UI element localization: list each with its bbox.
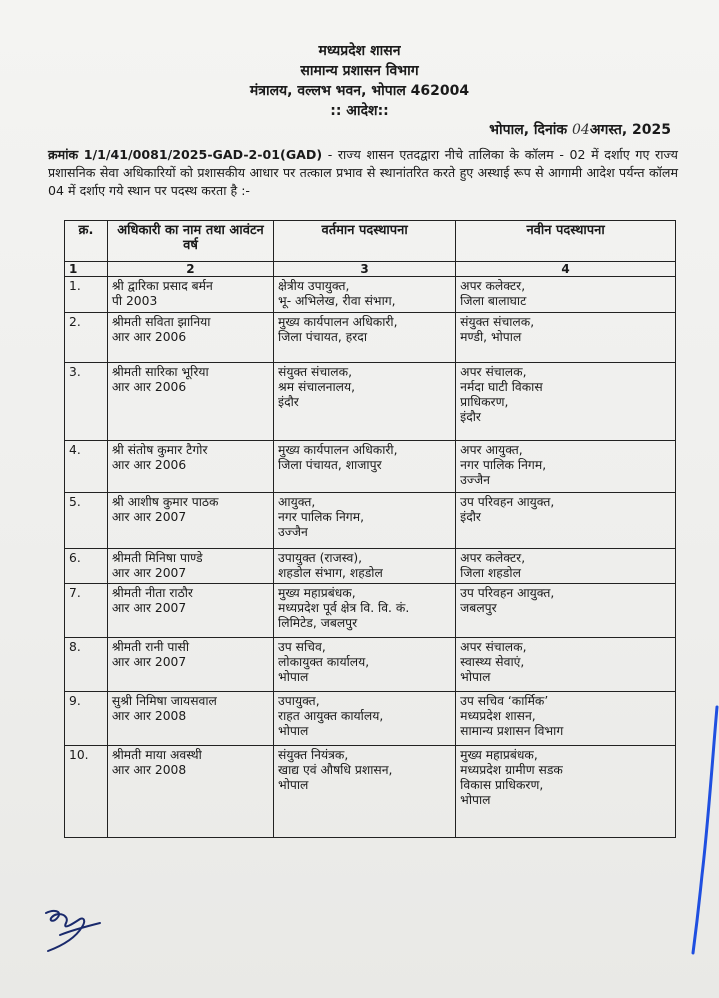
cell-officer-name-line: श्रीमती सारिका भूरिया bbox=[111, 365, 209, 379]
cell-officer-name bbox=[107, 549, 273, 584]
cell-new-posting-line: उप सचिव ‘कार्मिक’ bbox=[460, 694, 549, 708]
cell-new-posting-line: संयुक्त संचालक, bbox=[460, 315, 535, 329]
cell-new-posting-line: इंदौर bbox=[460, 410, 481, 424]
cell-serial: 4. bbox=[65, 441, 108, 493]
header-current-posting: वर्तमान पदस्थापना bbox=[274, 221, 456, 262]
cell-officer-name-line: आर आर 2006 bbox=[111, 380, 187, 394]
date-day-handwritten: 04 bbox=[572, 122, 590, 138]
cell-officer-name-line: आर आर 2006 bbox=[111, 458, 187, 472]
cell-new-posting-line: नगर पालिक निगम, bbox=[460, 458, 547, 472]
cell-current-posting-line: उपायुक्त (राजस्व), bbox=[278, 551, 363, 565]
cell-current-posting-line: राहत आयुक्त कार्यालय, bbox=[278, 709, 384, 723]
cell-new-posting bbox=[456, 584, 676, 638]
cell-current-posting-line: भू- अभिलेख, रीवा संभाग, bbox=[278, 294, 396, 308]
cell-current-posting bbox=[274, 638, 456, 692]
cell-officer-name bbox=[107, 638, 273, 692]
cell-officer-name-line: श्रीमती माया अवस्थी bbox=[111, 748, 202, 762]
cell-current-posting-line: मुख्य महाप्रबंधक, bbox=[278, 586, 356, 600]
cell-serial: 7. bbox=[65, 584, 108, 638]
table-row bbox=[65, 584, 676, 638]
cell-new-posting bbox=[456, 277, 676, 313]
cell-officer-name bbox=[107, 493, 273, 549]
cell-current-posting bbox=[274, 692, 456, 746]
cell-new-posting-line: स्वास्थ्य सेवाएं, bbox=[460, 655, 525, 669]
cell-current-posting-line: आयुक्त, bbox=[278, 495, 316, 509]
table-header-row bbox=[65, 221, 676, 262]
cell-new-posting-line: अपर आयुक्त, bbox=[460, 443, 523, 457]
cell-officer-name bbox=[107, 363, 273, 441]
cell-new-posting-line: सामान्य प्रशासन विभाग bbox=[460, 724, 564, 738]
cell-current-posting-line: लिमिटेड, जबलपुर bbox=[278, 616, 358, 630]
handwritten-signature bbox=[40, 905, 110, 955]
cell-current-posting-line: जिला पंचायत, हरदा bbox=[278, 330, 367, 344]
cell-officer-name bbox=[107, 441, 273, 493]
cell-new-posting bbox=[456, 493, 676, 549]
cell-new-posting-line: भोपाल bbox=[460, 793, 491, 807]
cell-current-posting bbox=[274, 549, 456, 584]
table-row bbox=[65, 277, 676, 313]
cell-officer-name-line: श्री संतोष कुमार टैगोर bbox=[111, 443, 208, 457]
cell-new-posting-line: मध्यप्रदेश शासन, bbox=[460, 709, 536, 723]
cell-officer-name-line: आर आर 2008 bbox=[111, 763, 187, 777]
order-intro-paragraph bbox=[48, 146, 678, 200]
cell-new-posting-line: विकास प्राधिकरण, bbox=[460, 778, 544, 792]
cell-officer-name-line: आर आर 2007 bbox=[111, 601, 187, 615]
cell-current-posting-line: संयुक्त नियंत्रक, bbox=[278, 748, 349, 762]
cell-officer-name-line: सुश्री निमिषा जायसवाल bbox=[111, 694, 217, 708]
cell-serial: 2. bbox=[65, 313, 108, 363]
cell-officer-name-line: श्रीमती नीता राठौर bbox=[111, 586, 193, 600]
header-order-title: :: आदेश:: bbox=[330, 103, 389, 119]
cell-new-posting bbox=[456, 363, 676, 441]
column-number-row bbox=[65, 262, 676, 277]
table-row bbox=[65, 363, 676, 441]
cell-current-posting-line: उप सचिव, bbox=[278, 640, 326, 654]
cell-current-posting-line: भोपाल bbox=[278, 724, 309, 738]
cell-officer-name-line: आर आर 2007 bbox=[111, 655, 187, 669]
cell-current-posting bbox=[274, 746, 456, 838]
cell-serial: 1. bbox=[65, 277, 108, 313]
cell-new-posting-line: जबलपुर bbox=[460, 601, 497, 615]
order-label: क्रमांक bbox=[48, 147, 79, 162]
column-number: 2 bbox=[107, 262, 273, 277]
table-body bbox=[65, 277, 676, 838]
cell-officer-name bbox=[107, 277, 273, 313]
cell-serial: 3. bbox=[65, 363, 108, 441]
order-date bbox=[489, 120, 671, 139]
cell-current-posting bbox=[274, 277, 456, 313]
cell-new-posting bbox=[456, 313, 676, 363]
cell-current-posting-line: जिला पंचायत, शाजापुर bbox=[278, 458, 382, 472]
date-month-year: अगस्त, 2025 bbox=[589, 122, 671, 138]
cell-officer-name-line: श्रीमती मिनिषा पाण्डे bbox=[111, 551, 203, 565]
cell-current-posting-line: भोपाल bbox=[278, 670, 309, 684]
cell-officer-name-line: आर आर 2006 bbox=[111, 330, 187, 344]
cell-new-posting bbox=[456, 638, 676, 692]
cell-serial: 8. bbox=[65, 638, 108, 692]
header-government: मध्यप्रदेश शासन bbox=[318, 43, 401, 59]
order-number: 1/1/41/0081/2025-GAD-2-01(GAD) bbox=[83, 147, 323, 162]
cell-new-posting-line: अपर संचालक, bbox=[460, 365, 527, 379]
header-address: मंत्रालय, वल्लभ भवन, भोपाल 462004 bbox=[249, 83, 470, 99]
cell-officer-name-line: श्रीमती सविता झानिया bbox=[111, 315, 211, 329]
cell-current-posting bbox=[274, 493, 456, 549]
cell-current-posting-line: शहडोल संभाग, शहडोल bbox=[278, 566, 383, 580]
cell-officer-name-line: आर आर 2007 bbox=[111, 566, 187, 580]
order-text: - राज्य शासन एतदद्वारा नीचे तालिका के कॉलम - 02 में दर्शाए गए राज्य प्रशासनिक सेवा अधिकारियों को प्रशासकीय आधार पर तत्काल प्रभाव से स्थानांतरित करते हुए अस्थाई रूप से आगामी आदेश पर्यन्त कॉलम 04 में दर्शाए गये स्थान पर पदस्थ करता है :- bbox=[48, 147, 678, 198]
cell-current-posting-line: क्षेत्रीय उपायुक्त, bbox=[278, 279, 350, 293]
cell-current-posting-line: मध्यप्रदेश पूर्व क्षेत्र वि. वि. कं. bbox=[278, 601, 410, 615]
cell-serial: 6. bbox=[65, 549, 108, 584]
column-number: 4 bbox=[456, 262, 676, 277]
header-department: सामान्य प्रशासन विभाग bbox=[300, 63, 419, 79]
table-row bbox=[65, 313, 676, 363]
header-new-posting: नवीन पदस्थापना bbox=[456, 221, 676, 262]
cell-current-posting-line: मुख्य कार्यपालन अधिकारी, bbox=[278, 315, 398, 329]
cell-serial: 10. bbox=[65, 746, 108, 838]
cell-new-posting-line: मध्यप्रदेश ग्रामीण सडक bbox=[460, 763, 563, 777]
cell-officer-name bbox=[107, 313, 273, 363]
cell-new-posting-line: उप परिवहन आयुक्त, bbox=[460, 586, 555, 600]
cell-serial: 5. bbox=[65, 493, 108, 549]
header-officer-name: अधिकारी का नाम तथा आवंटन वर्ष bbox=[107, 221, 273, 262]
cell-current-posting bbox=[274, 313, 456, 363]
cell-new-posting bbox=[456, 692, 676, 746]
cell-new-posting-line: मण्डी, भोपाल bbox=[460, 330, 522, 344]
cell-new-posting-line: उज्जैन bbox=[460, 473, 490, 487]
column-number: 1 bbox=[65, 262, 108, 277]
cell-new-posting-line: उप परिवहन आयुक्त, bbox=[460, 495, 555, 509]
cell-new-posting-line: भोपाल bbox=[460, 670, 491, 684]
cell-current-posting-line: श्रम संचालनालय, bbox=[278, 380, 356, 394]
cell-new-posting-line: अपर संचालक, bbox=[460, 640, 527, 654]
column-number: 3 bbox=[274, 262, 456, 277]
cell-officer-name bbox=[107, 584, 273, 638]
cell-current-posting-line: मुख्य कार्यपालन अधिकारी, bbox=[278, 443, 398, 457]
cell-current-posting-line: भोपाल bbox=[278, 778, 309, 792]
cell-current-posting-line: खाद्य एवं औषधि प्रशासन, bbox=[278, 763, 393, 777]
cell-officer-name-line: आर आर 2007 bbox=[111, 510, 187, 524]
cell-current-posting bbox=[274, 363, 456, 441]
cell-new-posting-line: नर्मदा घाटी विकास bbox=[460, 380, 543, 394]
transfer-table bbox=[64, 220, 676, 838]
cell-new-posting-line: प्राधिकरण, bbox=[460, 395, 509, 409]
cell-current-posting-line: संयुक्त संचालक, bbox=[278, 365, 352, 379]
cell-new-posting-line: अपर कलेक्टर, bbox=[460, 279, 526, 293]
cell-current-posting-line: उज्जैन bbox=[278, 525, 308, 539]
cell-officer-name-line: श्री आशीष कुमार पाठक bbox=[111, 495, 219, 509]
cell-current-posting-line: नगर पालिक निगम, bbox=[278, 510, 364, 524]
table-row bbox=[65, 493, 676, 549]
cell-new-posting bbox=[456, 746, 676, 838]
cell-officer-name-line: श्रीमती रानी पासी bbox=[111, 640, 190, 654]
cell-officer-name-line: पी 2003 bbox=[111, 294, 158, 308]
table-row bbox=[65, 549, 676, 584]
cell-current-posting-line: इंदौर bbox=[278, 395, 299, 409]
cell-current-posting-line: उपायुक्त, bbox=[278, 694, 320, 708]
cell-new-posting bbox=[456, 549, 676, 584]
cell-serial: 9. bbox=[65, 692, 108, 746]
table-row bbox=[65, 638, 676, 692]
date-prefix: भोपाल, दिनांक bbox=[489, 122, 568, 138]
header-serial: क्र. bbox=[65, 221, 108, 262]
table-row bbox=[65, 441, 676, 493]
cell-current-posting bbox=[274, 441, 456, 493]
cell-new-posting-line: मुख्य महाप्रबंधक, bbox=[460, 748, 538, 762]
cell-new-posting-line: अपर कलेक्टर, bbox=[460, 551, 526, 565]
cell-officer-name-line: श्री द्वारिका प्रसाद बर्मन bbox=[111, 279, 213, 293]
table-row bbox=[65, 746, 676, 838]
cell-new-posting-line: इंदौर bbox=[460, 510, 481, 524]
cell-new-posting bbox=[456, 441, 676, 493]
cell-officer-name bbox=[107, 746, 273, 838]
cell-new-posting-line: जिला बालाघाट bbox=[460, 294, 527, 308]
cell-current-posting-line: लोकायुक्त कार्यालय, bbox=[278, 655, 370, 669]
blue-pen-stroke bbox=[690, 705, 719, 955]
cell-officer-name-line: आर आर 2008 bbox=[111, 709, 187, 723]
cell-current-posting bbox=[274, 584, 456, 638]
table-row bbox=[65, 692, 676, 746]
cell-officer-name bbox=[107, 692, 273, 746]
cell-new-posting-line: जिला शहडोल bbox=[460, 566, 521, 580]
